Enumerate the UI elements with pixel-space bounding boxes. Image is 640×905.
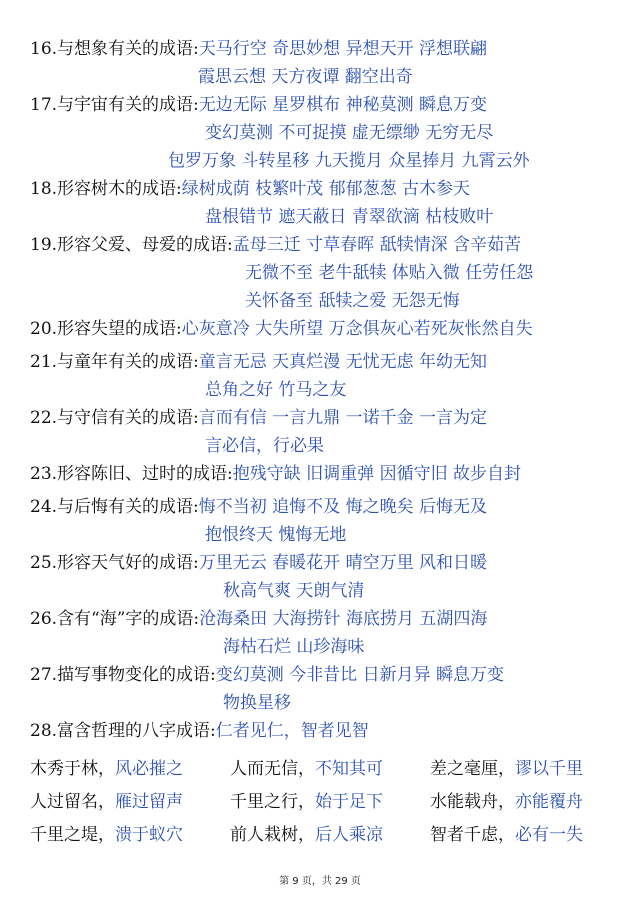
idiom-text: 无微不至 老牛舐犊 体贴入微 任劳任怨: [245, 262, 534, 283]
idiom-text: 关怀备至 舐犊之爱 无怨无悔: [245, 290, 460, 311]
idiom-row: [30, 602, 626, 630]
proverb-cell: [430, 754, 630, 779]
idiom-section: [30, 546, 626, 602]
category-label: 17.与宇宙有关的成语:: [30, 94, 199, 115]
proverb-second-half: 后人乘凉: [315, 825, 383, 845]
page-footer: 第 9 页，共 29 页: [279, 876, 361, 887]
proverb-grid: [30, 750, 630, 849]
category-label: 18.形容树木的成语:: [30, 178, 182, 199]
category-label: 21.与童年有关的成语:: [30, 351, 199, 372]
idiom-text: 无边无际 星罗棋布 神秘莫测 瞬息万变: [198, 94, 487, 115]
category-label: 24.与后悔有关的成语:: [30, 496, 199, 517]
idiom-text: 言必信，行必果: [205, 435, 324, 456]
idiom-row: [30, 546, 626, 574]
idiom-row: [30, 401, 626, 429]
idiom-text: 盘根错节 遮天蔽日 青翠欲滴 枯枝败叶: [205, 206, 494, 227]
proverb-second-half: 不知其可: [315, 759, 383, 779]
idiom-row: [30, 32, 626, 60]
idiom-text: 包罗万象 斗转星移 九天揽月 众星捧月 九霄云外: [168, 150, 530, 171]
idiom-row: [30, 686, 626, 714]
proverb-row: [30, 750, 630, 783]
idiom-text: 变幻莫测 今非昔比 日新月异 瞬息万变: [215, 664, 504, 685]
idiom-row: [30, 658, 626, 686]
idiom-text: 抱恨终天 愧悔无地: [205, 524, 347, 545]
idiom-text: 万里无云 春暖花开 晴空万里 风和日暖: [198, 552, 487, 573]
proverb-second-half: 亦能覆舟: [515, 792, 583, 812]
category-label: 27.描写事物变化的成语:: [30, 664, 216, 685]
proverb-first-half: 差之毫厘，: [430, 759, 515, 779]
idiom-row: [30, 714, 626, 742]
proverb-cell: [30, 787, 230, 812]
proverb-first-half: 智者千虑，: [430, 825, 515, 845]
idiom-text: 言而有信 一言九鼎 一诺千金 一言为定: [198, 407, 487, 428]
idiom-row: [30, 457, 626, 485]
idiom-text: 绿树成荫 枝繁叶茂 郁郁葱葱 古木参天: [181, 178, 470, 199]
proverb-cell: [230, 754, 430, 779]
idiom-text: 沧海桑田 大海捞针 海底捞月 五湖四海: [199, 608, 488, 629]
idiom-text: 物换星移: [223, 692, 291, 713]
idiom-row: [30, 312, 626, 340]
proverb-first-half: 千里之堤，: [30, 825, 115, 845]
proverb-second-half: 雁过留声: [115, 792, 183, 812]
idiom-section: [30, 88, 626, 172]
idiom-section: [30, 312, 626, 340]
idiom-row: [30, 345, 626, 373]
idiom-section: [30, 658, 626, 714]
proverb-first-half: 前人栽树，: [230, 825, 315, 845]
proverb-cell: [30, 754, 230, 779]
idiom-section: [30, 714, 626, 742]
idiom-text: 秋高气爽 天朗气清: [223, 580, 365, 601]
category-label: 26.含有“海”字的成语:: [30, 608, 200, 629]
proverb-row: [30, 816, 630, 849]
idiom-text: 总角之好 竹马之友: [205, 379, 347, 400]
idiom-section: [30, 172, 626, 228]
proverb-first-half: 人而无信，: [230, 759, 315, 779]
proverb-second-half: 必有一失: [515, 825, 583, 845]
proverb-row: [30, 783, 630, 816]
category-label: 16.与想象有关的成语:: [30, 38, 199, 59]
idiom-row: [30, 116, 626, 144]
idiom-row: [30, 88, 626, 116]
category-label: 20.形容失望的成语:: [30, 318, 182, 339]
idiom-section: [30, 32, 626, 88]
idiom-text: 孟母三迁 寸草春晖 舐犊情深 含辛茹苦: [232, 234, 521, 255]
proverb-second-half: 溃于蚁穴: [115, 825, 183, 845]
idiom-row: [30, 518, 626, 546]
idiom-text: 海枯石烂 山珍海味: [223, 636, 365, 657]
idiom-row: [30, 630, 626, 658]
proverb-second-half: 风必摧之: [115, 759, 183, 779]
proverb-cell: [30, 820, 230, 845]
idiom-row: [30, 284, 626, 312]
proverb-cell: [430, 787, 630, 812]
idiom-row: [30, 60, 626, 88]
idiom-row: [30, 256, 626, 284]
idiom-section: [30, 490, 626, 546]
category-label: 25.形容天气好的成语:: [30, 552, 199, 573]
idiom-text: 童言无忌 天真烂漫 无忧无虑 年幼无知: [198, 351, 487, 372]
idiom-row: [30, 429, 626, 457]
idiom-row: [30, 144, 626, 172]
idiom-row: [30, 228, 626, 256]
proverb-second-half: 谬以千里: [515, 759, 583, 779]
proverb-cell: [230, 820, 430, 845]
proverb-cell: [230, 787, 430, 812]
idiom-text: 霞思云想 天方夜谭 翻空出奇: [198, 66, 413, 87]
idiom-row: [30, 200, 626, 228]
proverb-first-half: 木秀于林，: [30, 759, 115, 779]
idiom-row: [30, 373, 626, 401]
proverb-cell: [430, 820, 630, 845]
idiom-text: 悔不当初 追悔不及 悔之晚矣 后悔无及: [198, 496, 487, 517]
idiom-section: [30, 228, 626, 312]
category-label: 22.与守信有关的成语:: [30, 407, 199, 428]
idiom-section: [30, 345, 626, 401]
idiom-row: [30, 490, 626, 518]
idiom-section: [30, 602, 626, 658]
idiom-text: 心灰意冷 大失所望 万念俱灰心若死灰怅然自失: [181, 318, 533, 339]
proverb-first-half: 人过留名，: [30, 792, 115, 812]
idiom-row: [30, 172, 626, 200]
idiom-row: [30, 574, 626, 602]
category-label: 28.富含哲理的八字成语:: [30, 720, 216, 741]
proverb-first-half: 千里之行，: [230, 792, 315, 812]
proverb-first-half: 水能载舟，: [430, 792, 515, 812]
idiom-section: [30, 457, 626, 485]
idiom-text: 天马行空 奇思妙想 异想天开 浮想联翩: [198, 38, 487, 59]
category-label: 23.形容陈旧、过时的成语:: [30, 463, 233, 484]
idiom-text: 抱残守缺 旧调重弹 因循守旧 故步自封: [232, 463, 521, 484]
category-label: 19.形容父爱、母爱的成语:: [30, 234, 233, 255]
idiom-text: 仁者见仁，智者见智: [215, 720, 369, 741]
proverb-second-half: 始于足下: [315, 792, 383, 812]
idiom-text: 变幻莫测 不可捉摸 虚无缥缈 无穷无尽: [205, 122, 494, 143]
idiom-section: [30, 401, 626, 457]
